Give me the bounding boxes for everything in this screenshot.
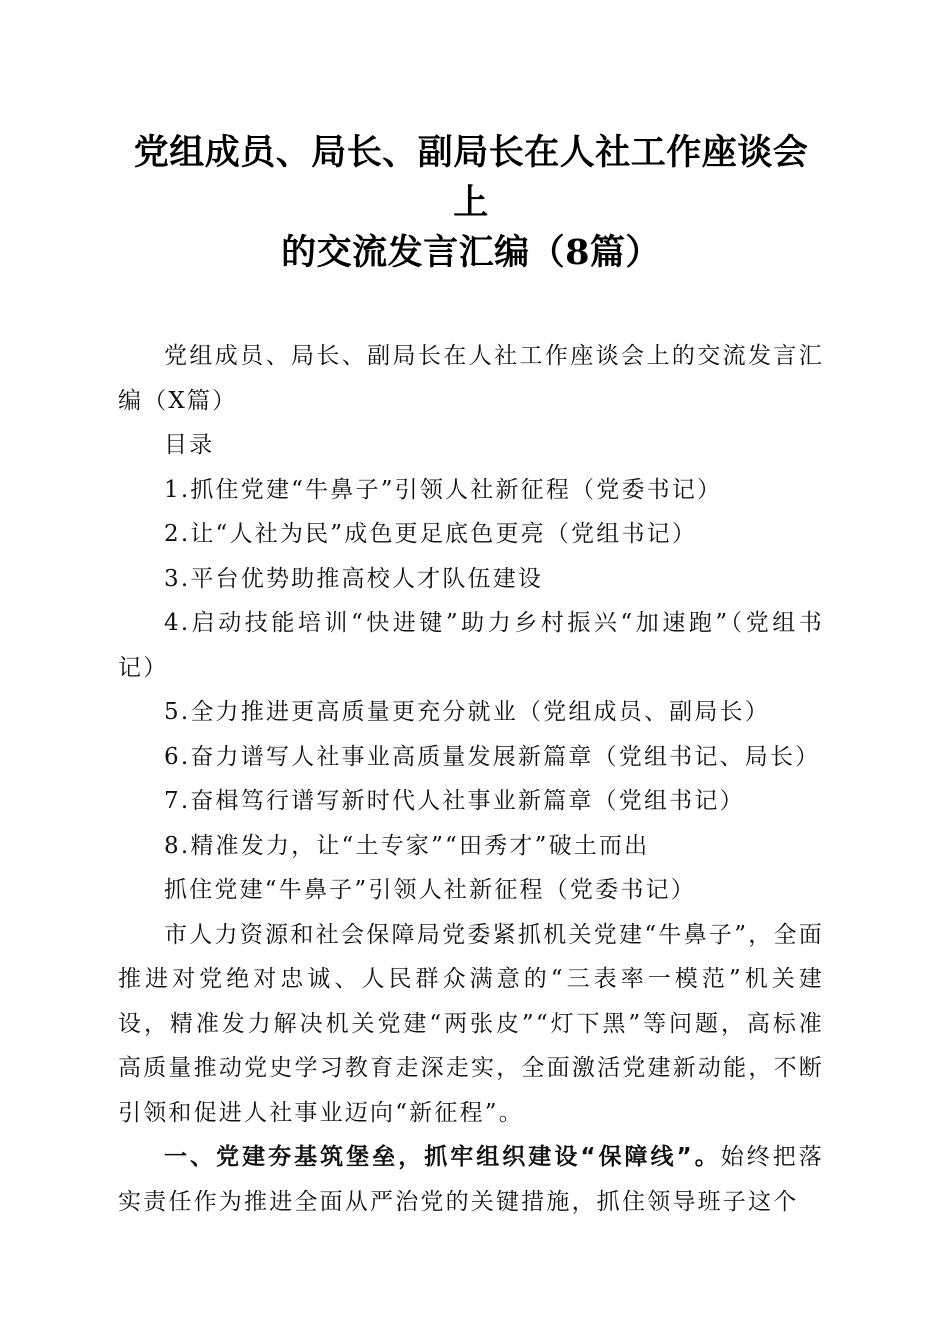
- body-paragraph: [118, 1135, 824, 1224]
- paragraph-text: 始终把落实责任作为推进全面从严治党的关键措施，抓住领导班子这个: [118, 1144, 824, 1215]
- document-title: [118, 128, 824, 278]
- toc-heading: 目录: [164, 432, 215, 458]
- body-paragraph: 市人力资源和社会保障局党委紧抓机关党建“牛鼻子”，全面推进对党绝对忠诚、人民群众满意的“三表率一模范”机关建设，精准发力解决机关党建“两张皮”“灯下黑”等问题，高标准高质量推动党史学习教育走深走实，全面激活党建新动能，不断引领和促进人社事业迈向“新征程”。: [118, 921, 824, 1126]
- title-line-1: 党组成员、局长、副局长在人社工作座谈会上: [133, 132, 809, 223]
- toc-item: 4.启动技能培训“快进键”助力乡村振兴“加速跑”（党组书记）: [118, 610, 824, 681]
- toc-item: 7.奋楫笃行谱写新时代人社事业新篇章（党组书记）: [164, 788, 745, 814]
- toc-item: 1.抓住党建“牛鼻子”引领人社新征程（党委书记）: [164, 476, 723, 503]
- toc-item: 5.全力推进更高质量更充分就业（党组成员、副局长）: [164, 699, 770, 725]
- intro-paragraph: 党组成员、局长、副局长在人社工作座谈会上的交流发言汇编（X篇）: [118, 343, 824, 414]
- toc-item: 2.让“人社为民”成色更足底色更亮（党组书记）: [164, 521, 698, 547]
- toc-item: 6.奋力谱写人社事业高质量发展新篇章（党组书记、局长）: [164, 743, 821, 770]
- title-line-2: 的交流发言汇编（8篇）: [281, 232, 661, 273]
- toc-item: 3.平台优势助推高校人才队伍建设: [164, 565, 544, 592]
- section-title: 抓住党建“牛鼻子”引领人社新征程（党委书记）: [164, 877, 696, 903]
- document-body: [118, 334, 824, 1224]
- document-page: [118, 128, 824, 1224]
- paragraph-lead-heading: 一、党建夯基筑堡垒，抓牢组织建设“保障线”。: [164, 1144, 721, 1170]
- toc-item: 8.精准发力，让“土专家”“田秀才”破土而出: [164, 832, 650, 859]
